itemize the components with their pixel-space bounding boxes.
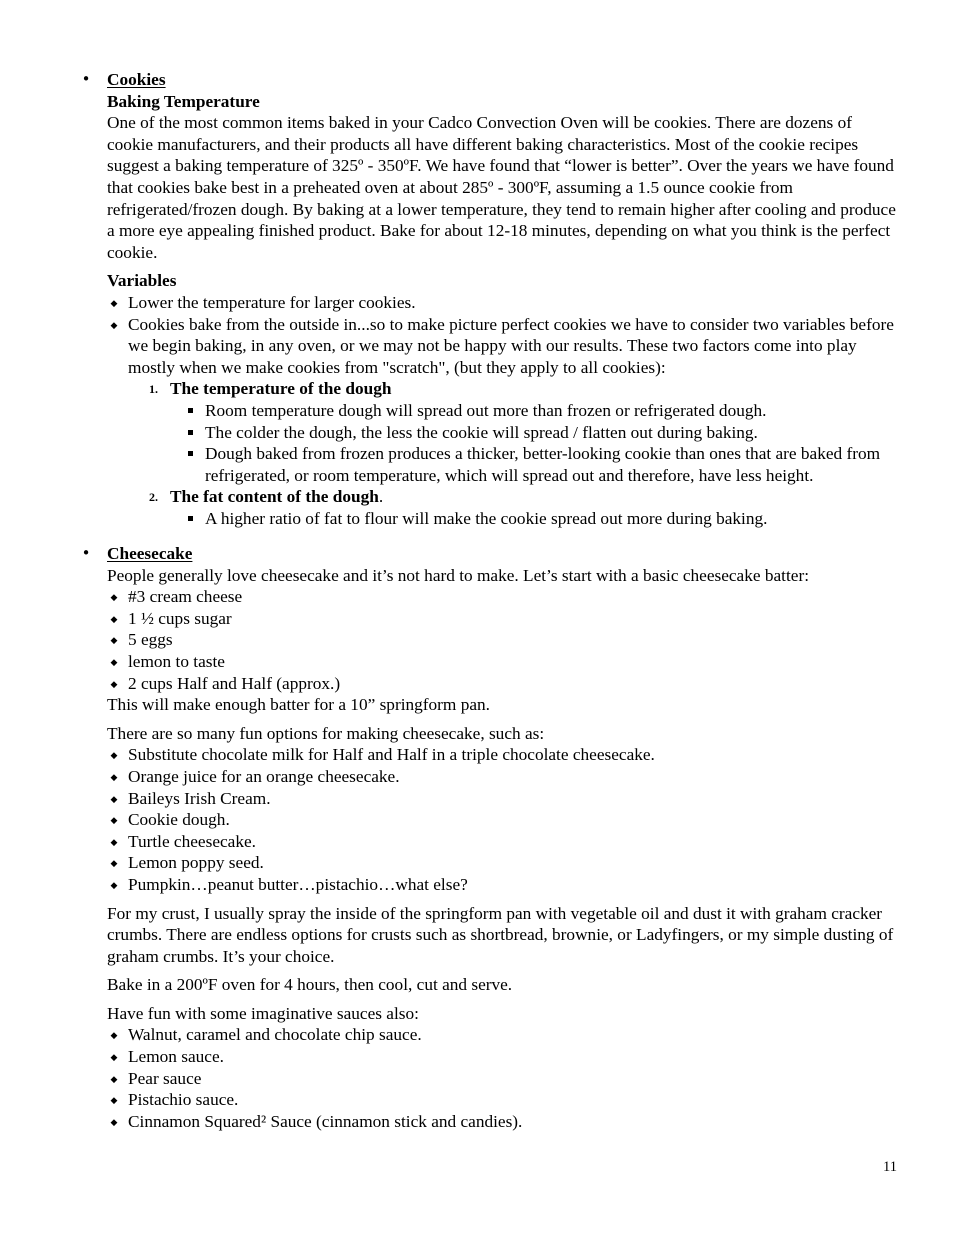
diamond-bullet-icon: ◆ bbox=[110, 679, 118, 690]
diamond-bullet-icon: ◆ bbox=[110, 837, 118, 848]
list-item bbox=[107, 314, 902, 530]
factor-number: 2. bbox=[149, 490, 158, 505]
diamond-bullet-icon: ◆ bbox=[110, 880, 118, 891]
list-item-text: lemon to taste bbox=[128, 651, 225, 671]
list-item bbox=[184, 422, 902, 444]
crust-text: For my crust, I usually spray the inside of the springform pan with vegetable oil and dust it with graham cracker crumbs. There are endless options for crusts such as shortbread, brownie, or Ladyfingers, or my simple dusting of graham crumbs. It’s your choice. bbox=[107, 903, 894, 966]
list-item bbox=[107, 1046, 902, 1068]
list-item-text: 5 eggs bbox=[128, 630, 173, 650]
list-item bbox=[107, 744, 902, 766]
list-item-text: Cookies bake from the outside in...so to make picture perfect cookies we have to consider two variables before we begin baking, in any oven, or we may not be happy with our results. These two factors come into play mostly when we make cookies from "scratch", (but they apply to all cookies): bbox=[128, 314, 894, 377]
list-item bbox=[107, 673, 902, 695]
square-bullet-icon bbox=[188, 430, 193, 435]
list-item-text: Cinnamon Squared² Sauce (cinnamon stick and candies). bbox=[128, 1111, 523, 1131]
list-item-text: Orange juice for an orange cheesecake. bbox=[128, 766, 400, 786]
factor-title: The temperature of the dough bbox=[170, 379, 392, 399]
diamond-bullet-icon: ◆ bbox=[110, 320, 118, 331]
cookies-section bbox=[81, 69, 902, 529]
list-item bbox=[107, 1024, 902, 1046]
diamond-bullet-icon: ◆ bbox=[110, 859, 118, 870]
list-item bbox=[107, 1068, 902, 1090]
list-item bbox=[107, 651, 902, 673]
ingredients-list bbox=[107, 586, 902, 694]
diamond-bullet-icon: ◆ bbox=[110, 1031, 118, 1042]
list-item bbox=[107, 292, 902, 314]
diamond-bullet-icon: ◆ bbox=[110, 298, 118, 309]
list-item bbox=[107, 852, 902, 874]
cheesecake-title: Cheesecake bbox=[107, 544, 193, 563]
list-item bbox=[107, 831, 902, 853]
list-item bbox=[184, 443, 902, 486]
factor-points bbox=[170, 508, 902, 530]
list-item-text: 2 cups Half and Half (approx.) bbox=[128, 673, 341, 693]
list-item bbox=[107, 1089, 902, 1111]
list-item bbox=[107, 608, 902, 630]
diamond-bullet-icon: ◆ bbox=[110, 816, 118, 827]
diamond-bullet-icon: ◆ bbox=[110, 614, 118, 625]
list-item-text: Cookie dough. bbox=[128, 810, 230, 830]
square-bullet-icon bbox=[188, 451, 193, 456]
sauces-list bbox=[107, 1024, 902, 1132]
list-item-text: Baileys Irish Cream. bbox=[128, 788, 271, 808]
page-number: 11 bbox=[883, 1159, 897, 1175]
factor-number: 1. bbox=[149, 382, 158, 397]
list-item bbox=[107, 766, 902, 788]
factor-item bbox=[149, 378, 902, 486]
list-item-text: Dough baked from frozen produces a thicker, better-looking cookie than ones that are baked from refrigerated, or room temperature, which will spread out and therefore, have less height. bbox=[205, 444, 881, 485]
list-item-text: The colder the dough, the less the cookie will spread / flatten out during baking. bbox=[205, 422, 758, 442]
diamond-bullet-icon: ◆ bbox=[110, 1117, 118, 1128]
variables-list bbox=[107, 292, 902, 530]
list-item bbox=[107, 629, 902, 651]
cookies-title: Cookies bbox=[107, 70, 166, 89]
list-item-text: Turtle cheesecake. bbox=[128, 831, 256, 851]
diamond-bullet-icon: ◆ bbox=[110, 751, 118, 762]
list-item-text: Lower the temperature for larger cookies. bbox=[128, 292, 416, 312]
baking-temperature-heading: Baking Temperature bbox=[107, 91, 260, 111]
baking-temperature-text: One of the most common items baked in your Cadco Convection Oven will be cookies. There are dozens of cookie manufacturers, and their products all have different baking characteristics. Most of the cookie recipes suggest a baking temperature of 325º - 350ºF. We have found that “lower is better”. Over the years we have found that cookies bake best in a preheated oven at about 285º - 300ºF, assuming a 1.5 ounce cookie from refrigerated/frozen dough. By baking at a lower temperature, they tend to remain higher after cooling and produce a more eye appealing finished product. Bake for about 12-18 minutes, depending on what you think is the perfect cookie. bbox=[107, 113, 896, 262]
factor-points bbox=[170, 400, 902, 486]
factor-item bbox=[149, 486, 902, 529]
cheesecake-intro: People generally love cheesecake and it’s not hard to make. Let’s start with a basic cheesecake batter: bbox=[107, 565, 809, 585]
list-item bbox=[107, 1111, 902, 1133]
list-item-text: Lemon poppy seed. bbox=[128, 853, 264, 873]
list-item-text: Pear sauce bbox=[128, 1068, 202, 1088]
cheesecake-section bbox=[81, 543, 902, 1132]
section-bullet-icon: • bbox=[81, 70, 91, 88]
list-item-text: Walnut, caramel and chocolate chip sauce. bbox=[128, 1025, 422, 1045]
square-bullet-icon bbox=[188, 408, 193, 413]
diamond-bullet-icon: ◆ bbox=[110, 636, 118, 647]
diamond-bullet-icon: ◆ bbox=[110, 1096, 118, 1107]
diamond-bullet-icon: ◆ bbox=[110, 772, 118, 783]
list-item-text: A higher ratio of fat to flour will make the cookie spread out more during baking. bbox=[205, 508, 768, 528]
diamond-bullet-icon: ◆ bbox=[110, 794, 118, 805]
list-item-text: 1 ½ cups sugar bbox=[128, 608, 232, 628]
list-item-text: Pumpkin…peanut butter…pistachio…what else? bbox=[128, 874, 468, 894]
square-bullet-icon bbox=[188, 516, 193, 521]
batter-note: This will make enough batter for a 10” springform pan. bbox=[107, 695, 490, 715]
factors-list bbox=[128, 378, 902, 529]
factor-suffix: . bbox=[378, 487, 384, 507]
list-item bbox=[107, 788, 902, 810]
factor-title: The fat content of the dough bbox=[170, 487, 379, 507]
list-item-text: #3 cream cheese bbox=[128, 587, 243, 607]
list-item-text: Room temperature dough will spread out more than frozen or refrigerated dough. bbox=[205, 400, 767, 420]
list-item bbox=[107, 874, 902, 896]
list-item-text: Lemon sauce. bbox=[128, 1047, 224, 1067]
variables-heading: Variables bbox=[107, 271, 177, 291]
section-bullet-icon: • bbox=[81, 544, 91, 562]
list-item bbox=[184, 508, 902, 530]
list-item bbox=[107, 586, 902, 608]
list-item bbox=[184, 400, 902, 422]
diamond-bullet-icon: ◆ bbox=[110, 593, 118, 604]
list-item-text: Substitute chocolate milk for Half and Half in a triple chocolate cheesecake. bbox=[128, 745, 655, 765]
list-item-text: Pistachio sauce. bbox=[128, 1090, 239, 1110]
options-list bbox=[107, 744, 902, 895]
diamond-bullet-icon: ◆ bbox=[110, 1053, 118, 1064]
sauces-intro: Have fun with some imaginative sauces also: bbox=[107, 1003, 419, 1023]
bake-text: Bake in a 200ºF oven for 4 hours, then cool, cut and serve. bbox=[107, 975, 513, 995]
list-item bbox=[107, 809, 902, 831]
options-intro: There are so many fun options for making cheesecake, such as: bbox=[107, 723, 545, 743]
diamond-bullet-icon: ◆ bbox=[110, 1074, 118, 1085]
diamond-bullet-icon: ◆ bbox=[110, 657, 118, 668]
